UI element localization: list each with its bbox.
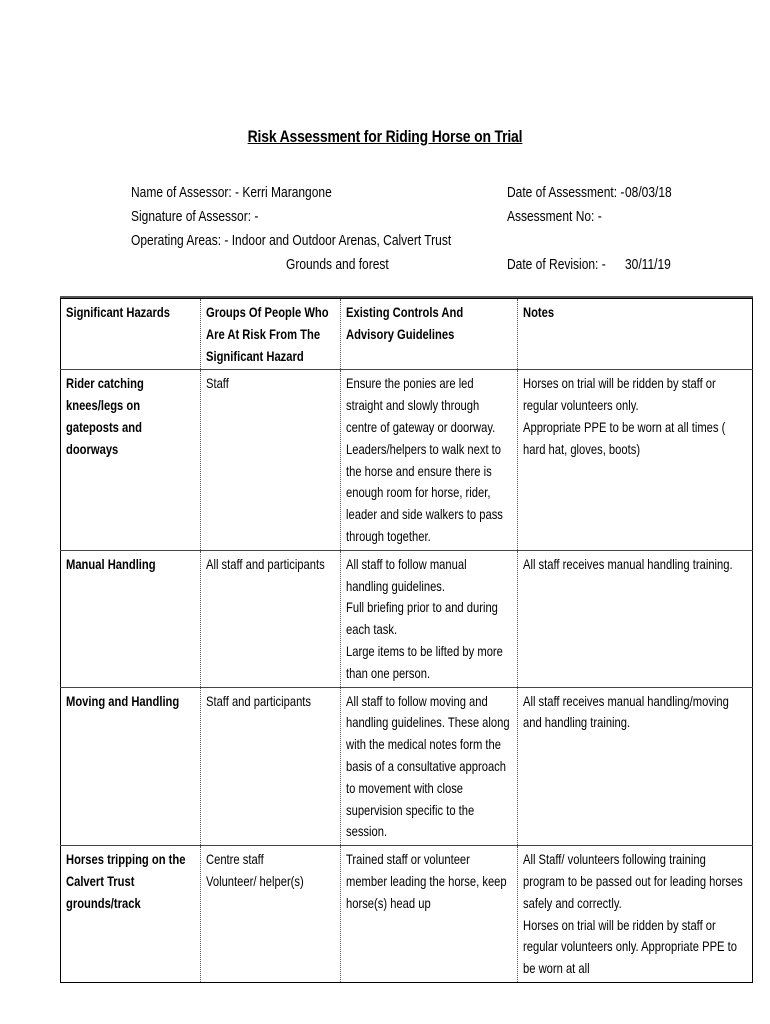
notes-line: All staff receives manual handling training. (523, 555, 733, 572)
groups-line: Volunteer/ helper(s) (206, 872, 304, 889)
table-cell (61, 550, 201, 687)
table-row (61, 687, 753, 846)
hazard-text: Horses tripping on the Calvert Trust grounds/track (66, 851, 186, 911)
notes-line: Horses on trial will be ridden by staff or regular volunteers only. (523, 375, 716, 414)
groups-line: All staff and participants (206, 555, 325, 572)
notes-text (523, 849, 746, 980)
header-cell (61, 299, 201, 370)
date-of-revision-label: Date of Revision: - (507, 256, 606, 273)
hazard-text: Rider catching knees/legs on gateposts and doorways (66, 375, 144, 457)
controls-text (346, 691, 512, 844)
groups-line: Staff and participants (206, 692, 312, 709)
table-cell (341, 846, 518, 983)
date-of-assessment-value: 08/03/18 (625, 184, 672, 201)
controls-line: Trained staff or volunteer member leading the horse, keep horse(s) head up (346, 851, 507, 911)
assessor-signature: Signature of Assessor: - (131, 208, 259, 225)
hazard-text: Manual Handling (66, 555, 156, 572)
notes-line: Appropriate PPE to be worn at all times ( hard hat, gloves, boots) (523, 418, 726, 457)
controls-text (346, 849, 512, 914)
table-cell (61, 846, 201, 983)
groups-text (206, 373, 335, 395)
table-row (61, 550, 753, 687)
table-cell (61, 370, 201, 550)
controls-line: Large items to be lifted by more than one person. (346, 642, 503, 681)
controls-text (346, 373, 512, 547)
controls-line: All staff to follow moving and handling guidelines. These along with the medical notes form the basis of a consultative approach to movement with close supervision specific to the session. (346, 692, 510, 840)
table-cell (61, 687, 201, 846)
date-of-assessment-label: Date of Assessment: - (507, 184, 625, 201)
assessment-no-label: Assessment No: - (507, 208, 602, 225)
risk-assessment-table (60, 298, 753, 983)
controls-line: Ensure the ponies are led straight and slowly through centre of gateway or doorway. (346, 375, 496, 435)
controls-line: Full briefing prior to and during each task. (346, 599, 498, 638)
table-row (61, 846, 753, 983)
table-cell (341, 687, 518, 846)
table-cell (341, 370, 518, 550)
header-groups: Groups Of People Who Are At Risk From The Significant Hazard (206, 304, 329, 364)
header-hazards: Significant Hazards (66, 304, 170, 320)
table-cell (518, 370, 753, 550)
assessor-name: Name of Assessor: - Kerri Marangone (131, 184, 332, 201)
operating-areas-line2: Grounds and forest (286, 256, 389, 273)
header-cell (201, 299, 341, 370)
operating-areas-line1: Operating Areas: - Indoor and Outdoor Arenas, Calvert Trust (131, 232, 452, 249)
table-cell (341, 550, 518, 687)
notes-text (523, 554, 746, 576)
groups-line: Staff (206, 375, 229, 392)
header-cell (518, 299, 753, 370)
table-cell (201, 370, 341, 550)
groups-line: Centre staff (206, 851, 264, 868)
controls-text (346, 554, 512, 685)
table-cell (201, 550, 341, 687)
groups-text (206, 691, 335, 713)
controls-line: Leaders/helpers to walk next to the horse and ensure there is enough room for horse, rider, leader and side walkers to pass through together. (346, 440, 503, 544)
header-notes: Notes (523, 304, 555, 320)
notes-text (523, 691, 746, 735)
header-cell (341, 299, 518, 370)
groups-text (206, 849, 335, 893)
table-row (61, 370, 753, 550)
table-cell (518, 687, 753, 846)
notes-line: All Staff/ volunteers following training program to be passed out for leading horses safely and correctly. (523, 851, 743, 911)
controls-line: All staff to follow manual handling guidelines. (346, 555, 467, 594)
table-header-row (61, 299, 753, 370)
header-controls: Existing Controls And Advisory Guidelines (346, 304, 464, 342)
date-of-revision-value: 30/11/19 (625, 256, 671, 273)
groups-text (206, 554, 335, 576)
table-cell (201, 846, 341, 983)
document-title: Risk Assessment for Riding Horse on Trial (247, 127, 523, 146)
notes-line: Horses on trial will be ridden by staff or regular volunteers only. Appropriate PPE to be worn at all (523, 916, 737, 977)
table-cell (518, 550, 753, 687)
table-cell (201, 687, 341, 846)
notes-text (523, 373, 746, 460)
hazard-text: Moving and Handling (66, 692, 180, 709)
notes-line: All staff receives manual handling/moving and handling training. (523, 692, 729, 731)
table-cell (518, 846, 753, 983)
